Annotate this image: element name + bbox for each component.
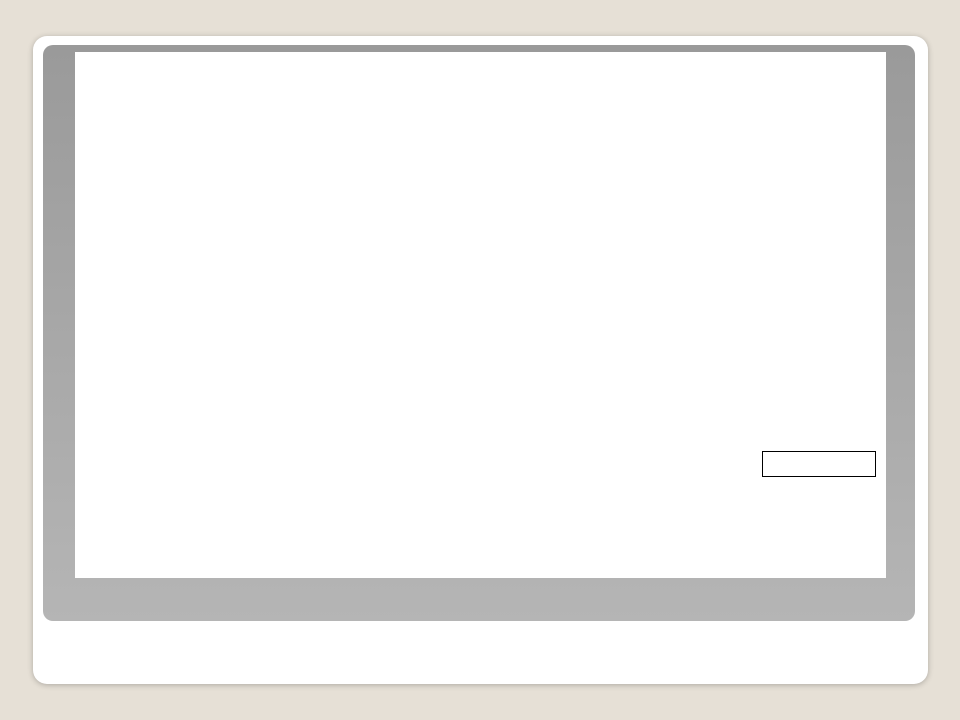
ergonomic-nomogram <box>75 52 886 578</box>
result-box <box>762 451 876 477</box>
chart-panel <box>75 52 886 578</box>
